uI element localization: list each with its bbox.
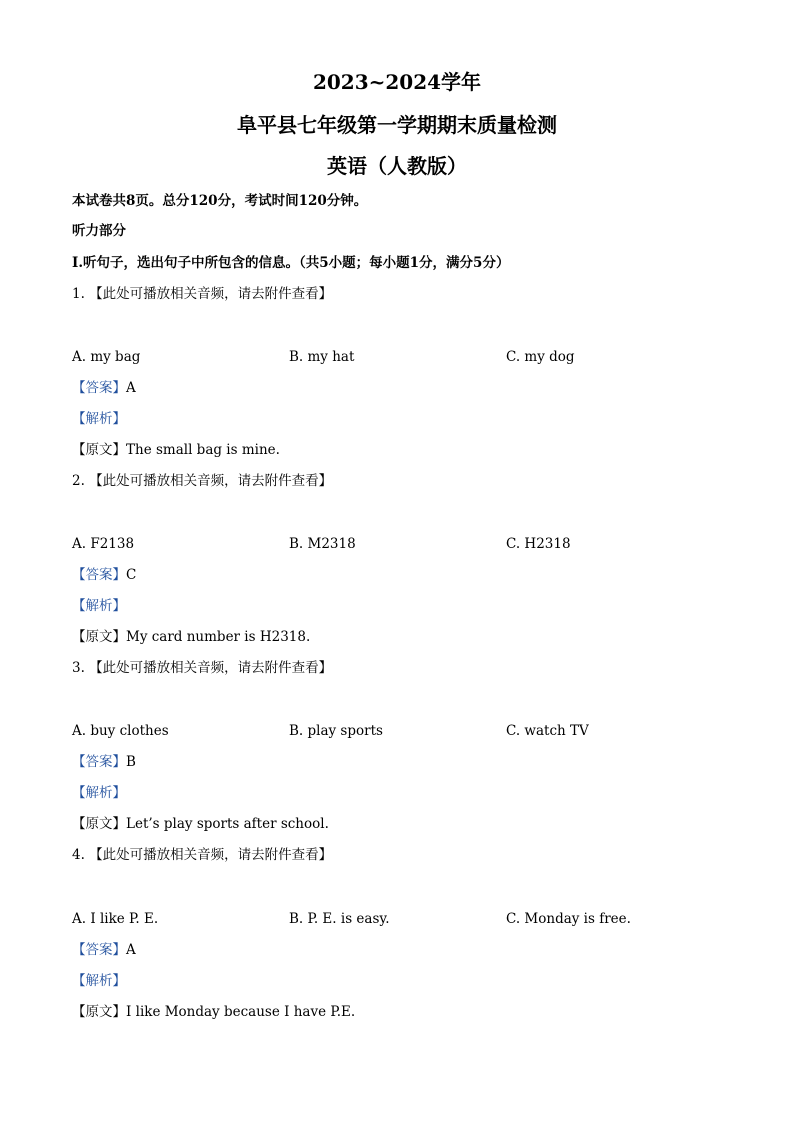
analysis-line [72, 784, 126, 802]
option-a: A. buy clothes [72, 723, 169, 739]
original-text: I like Monday because I have P.E. [126, 1004, 356, 1020]
analysis-line [72, 597, 126, 615]
analysis-label: 【解析】 [72, 411, 126, 427]
original-label: 【原文】 [72, 1004, 126, 1020]
question-prompt: 4. 【此处可播放相关音频，请去附件查看】 [72, 847, 333, 863]
answer-label: 【答案】 [72, 380, 126, 396]
original-line [72, 628, 310, 646]
original-text: Let’s play sports after school. [126, 816, 329, 832]
original-label: 【原文】 [72, 629, 126, 645]
exam-title: 阜平县七年级第一学期期末质量检测 [237, 113, 557, 137]
question-prompt: 2. 【此处可播放相关音频，请去附件查看】 [72, 473, 333, 489]
option-a: A. I like P. E. [72, 911, 159, 927]
analysis-label: 【解析】 [72, 785, 126, 801]
original-line [72, 815, 329, 833]
analysis-label: 【解析】 [72, 598, 126, 614]
option-b: B. my hat [289, 349, 355, 365]
answer-label: 【答案】 [72, 942, 126, 958]
original-text: My card number is H2318. [126, 629, 311, 645]
original-text: The small bag is mine. [126, 442, 280, 458]
section-heading: Ⅰ.听句子，选出句子中所包含的信息。（共5小题；每小题1分，满分5分） [72, 255, 510, 271]
option-c: C. watch TV [506, 723, 589, 739]
option-b: B. M2318 [289, 536, 356, 552]
answer-line [72, 379, 136, 397]
answer-label: 【答案】 [72, 754, 126, 770]
subject-title: 英语（人教版） [327, 154, 467, 178]
option-b: B. play sports [289, 723, 383, 739]
option-c: C. Monday is free. [506, 911, 631, 927]
answer-line [72, 753, 136, 771]
analysis-label: 【解析】 [72, 973, 126, 989]
original-line [72, 441, 280, 459]
question-prompt: 1. 【此处可播放相关音频，请去附件查看】 [72, 286, 333, 302]
answer-value: B [126, 754, 136, 770]
option-a: A. F2138 [72, 536, 135, 552]
answer-value: A [126, 380, 136, 396]
question-prompt: 3. 【此处可播放相关音频，请去附件查看】 [72, 660, 333, 676]
analysis-line [72, 410, 126, 428]
answer-line [72, 941, 136, 959]
part-heading: 听力部分 [72, 223, 126, 239]
option-c: C. H2318 [506, 536, 571, 552]
answer-value: A [126, 942, 136, 958]
exam-year: 2023~2024学年 [312, 70, 482, 94]
original-label: 【原文】 [72, 816, 126, 832]
option-b: B. P. E. is easy. [289, 911, 390, 927]
exam-info: 本试卷共8页。总分120分，考试时间120分钟。 [72, 193, 368, 209]
original-line [72, 1003, 355, 1021]
option-a: A. my bag [72, 349, 141, 365]
answer-label: 【答案】 [72, 567, 126, 583]
analysis-line [72, 972, 126, 990]
answer-line [72, 566, 136, 584]
answer-value: C [126, 567, 137, 583]
original-label: 【原文】 [72, 442, 126, 458]
option-c: C. my dog [506, 349, 575, 365]
